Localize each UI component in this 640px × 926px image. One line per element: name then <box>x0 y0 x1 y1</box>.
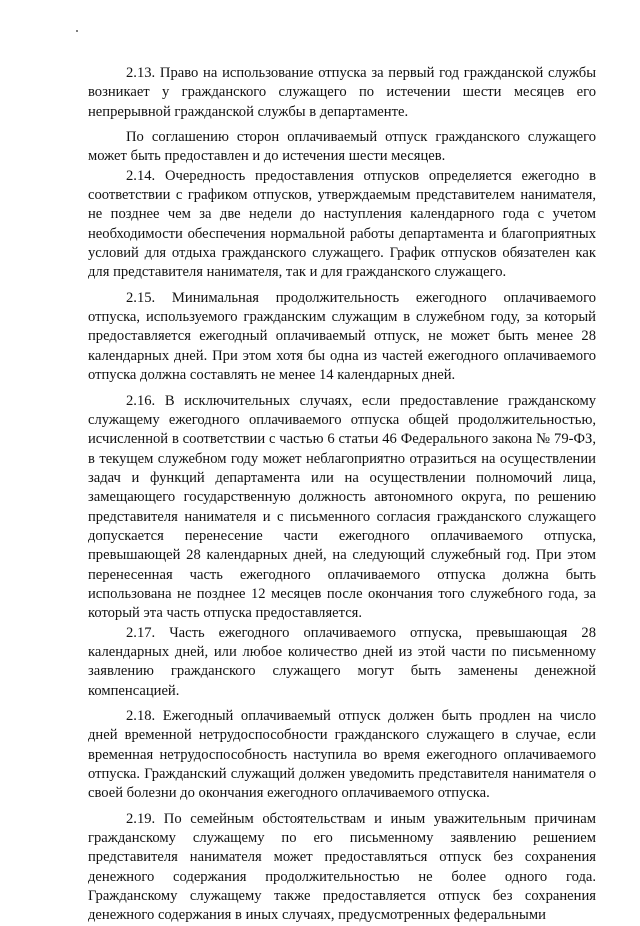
paragraph-2-17: 2.17. Часть ежегодного оплачиваемого отпуска, превышающая 28 календарных дней, или любое количество дней из этой части по письменному заявлению гражданского служащего могут быть заменены денежной компенсацией. <box>88 624 596 699</box>
paragraph-2-15: 2.15. Минимальная продолжительность ежегодного оплачиваемого отпуска, используемого гражданским служащим в служебном году, за который предоставляется ежегодный оплачиваемый отпуск, не может быть менее 28 календарных дней. При этом хотя бы одна из частей ежегодного оплачиваемого отпуска должна составлять не менее 14 календарных дней. <box>88 289 596 384</box>
paragraph-2-16: 2.16. В исключительных случаях, если предоставление гражданскому служащему ежегодного оплачиваемого отпуска общей продолжительностью, исчисленной в соответствии с частью 6 статьи 46 Федерального закона № 79-ФЗ, в текущем служебном году может неблагоприятно отразиться на осуществлении задач и функций департамента или на осуществлении полномочий лица, замещающего государственную должность автономного округа, по решению представителя нанимателя и с письменного согласия гражданского служащего допускается перенесение части ежегодного оплачиваемого отпуска, превышающей 28 календарных дней, на следующий служебный год. При этом перенесенная часть ежегодного оплачиваемого отпуска должна быть использована не позднее 12 месяцев после окончания того служебного года, за который эта часть отпуска предоставляется. <box>88 392 596 622</box>
paragraph-2-18: 2.18. Ежегодный оплачиваемый отпуск должен быть продлен на число дней временной нетрудоспособности гражданского служащего в случае, если временная нетрудоспособность наступила во время ежегодного оплачиваемого отпуска. Гражданский служащий должен уведомить представителя нанимателя о своей болезни до окончания ежегодного оплачиваемого отпуска. <box>88 708 596 802</box>
paragraph-2-14: 2.14. Очередность предоставления отпусков определяется ежегодно в соответствии с графиком отпусков, утверждаемым представителем нанимателя, не позднее чем за две недели до наступления календарного года с учетом необходимости обеспечения нормальной работы департамента и благоприятных условий для отдыха гражданского служащего. График отпусков обязателен как для представителя нанимателя, так и для гражданского служащего. <box>88 167 596 281</box>
paragraph-2-13: 2.13. Право на использование отпуска за первый год гражданской службы возникает у гражданского служащего по истечении шести месяцев его непрерывной гражданской службы в департаменте. <box>88 65 596 120</box>
scan-speck <box>76 30 78 32</box>
paragraph-2-19: 2.19. По семейным обстоятельствам и иным уважительным причинам гражданскому служащему по его письменному заявлению решением представителя нанимателя может предоставляться отпуск без сохранения денежного содержания продолжительностью не более одного года. Гражданскому служащему также предоставляется отпуск без сохранения денежного содержания в иных случаях, предусмотренных федеральными <box>88 810 596 924</box>
document-body <box>88 64 596 926</box>
paragraph-agreement: По соглашению сторон оплачиваемый отпуск гражданского служащего может быть предоставлен и до истечения шести месяцев. <box>88 129 596 165</box>
